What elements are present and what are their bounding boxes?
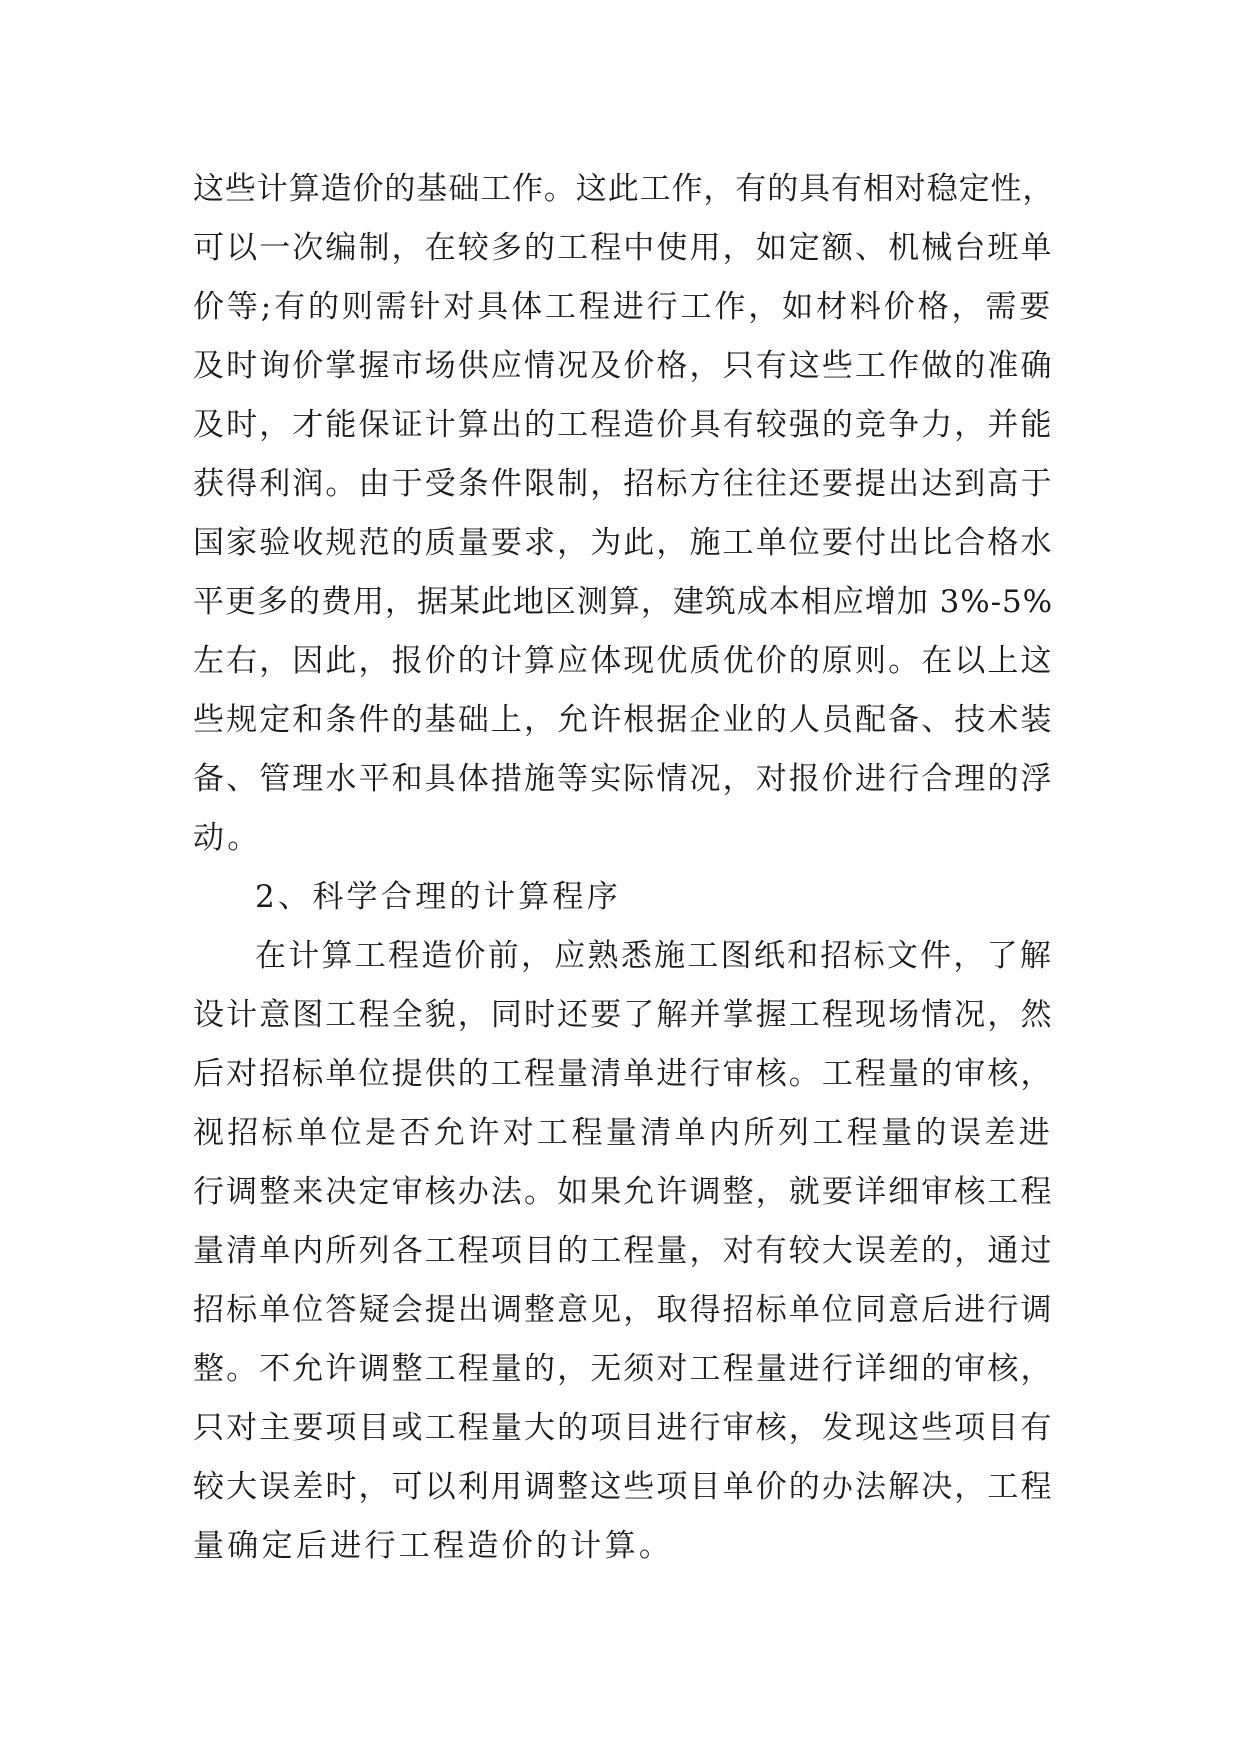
- paragraph-2: [193, 927, 1053, 1576]
- text-line: 国家验收规范的质量要求，为此，施工单位要付出比合格水: [193, 525, 1054, 561]
- text-line: 只对主要项目或工程量大的项目进行审核，发现这些项目有: [193, 1410, 1054, 1446]
- heading-text: 2、科学合理的计算程序: [255, 879, 622, 915]
- text-line: 后对招标单位提供的工程量清单进行审核。工程量的审核，: [193, 1056, 1054, 1092]
- text-line: 平更多的费用，据某此地区测算，建筑成本相应增加 3%-5%: [193, 584, 1053, 620]
- text-line: 视招标单位是否允许对工程量清单内所列工程量的误差进: [193, 1115, 1053, 1151]
- text-line: 量清单内所列各工程项目的工程量，对有较大误差的，通过: [193, 1233, 1054, 1269]
- paragraph-1: [193, 160, 1053, 868]
- text-line: 招标单位答疑会提出调整意见，取得招标单位同意后进行调: [193, 1292, 1054, 1328]
- section-heading: [193, 868, 1053, 927]
- text-line: 价等;有的则需针对具体工程进行工作，如材料价格，需要: [193, 289, 1053, 325]
- text-line: 量确定后进行工程造价的计算。: [193, 1528, 674, 1564]
- text-line: 这些计算造价的基础工作。这此工作，有的具有相对稳定性，: [193, 171, 1055, 207]
- text-line: 设计意图工程全貌，同时还要了解并掌握工程现场情况，然: [193, 997, 1054, 1033]
- text-line: 在计算工程造价前，应熟悉施工图纸和招标文件，了解: [255, 938, 1053, 974]
- text-line: 获得利润。由于受条件限制，招标方往往还要提出达到高于: [193, 466, 1054, 502]
- text-line: 左右，因此，报价的计算应体现优质优价的原则。在以上这: [193, 643, 1054, 679]
- body-text: [193, 160, 1053, 1576]
- text-line: 动。: [193, 820, 262, 856]
- text-line: 及时，才能保证计算出的工程造价具有较强的竞争力，并能: [193, 407, 1054, 443]
- text-line: 可以一次编制，在较多的工程中使用，如定额、机械台班单: [193, 230, 1054, 266]
- text-line: 整。不允许调整工程量的，无须对工程量进行详细的审核，: [193, 1351, 1054, 1387]
- text-line: 些规定和条件的基础上，允许根据企业的人员配备、技术装: [193, 702, 1054, 738]
- text-line: 备、管理水平和具体措施等实际情况，对报价进行合理的浮: [193, 761, 1054, 797]
- text-line: 及时询价掌握市场供应情况及价格，只有这些工作做的准确: [193, 348, 1054, 384]
- text-line: 行调整来决定审核办法。如果允许调整，就要详细审核工程: [193, 1174, 1054, 1210]
- text-line: 较大误差时，可以利用调整这些项目单价的办法解决，工程: [193, 1469, 1054, 1505]
